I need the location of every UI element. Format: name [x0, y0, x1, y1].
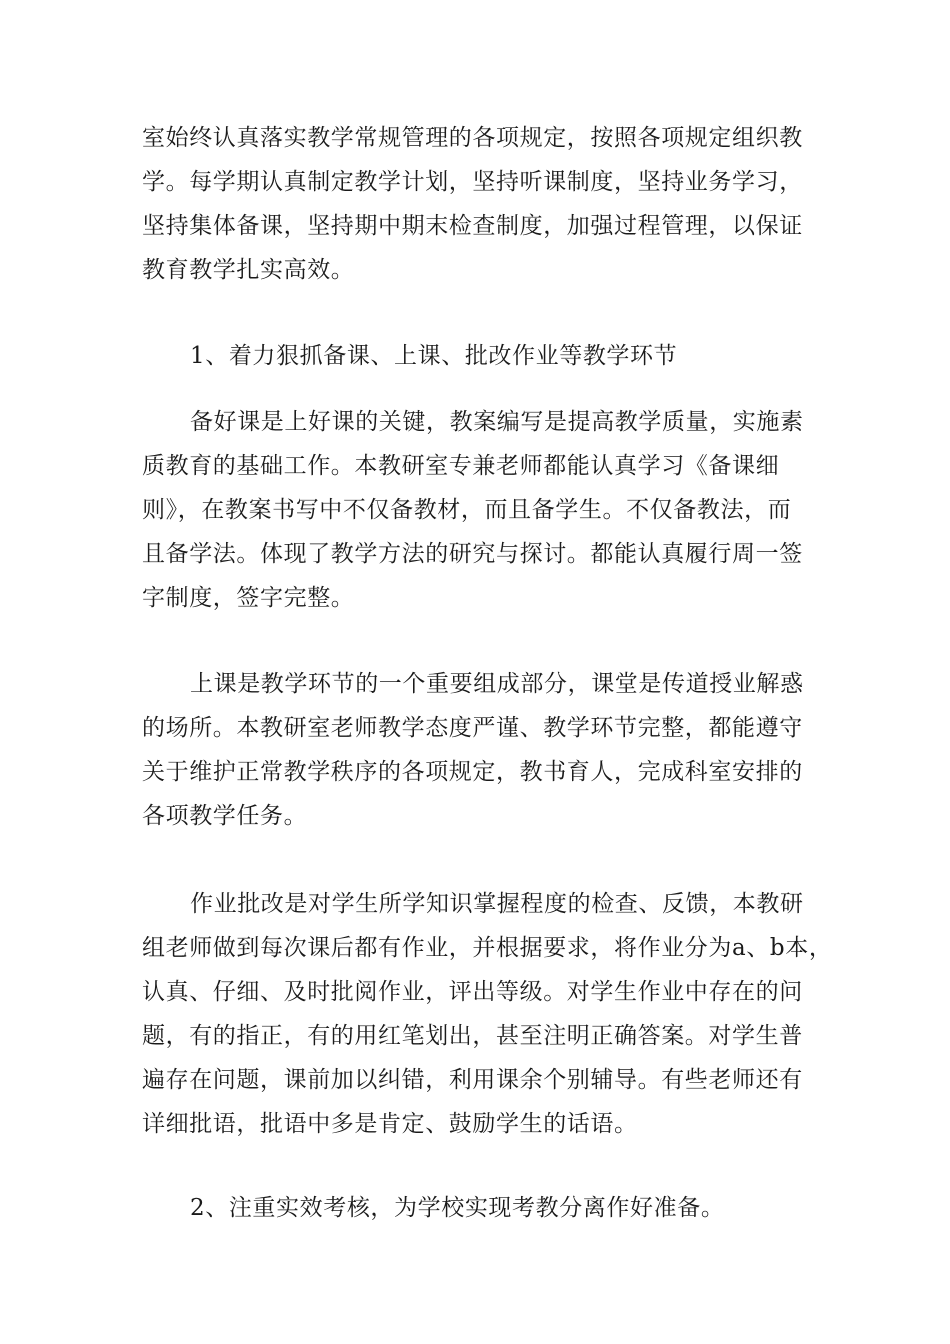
text-line: 上课是教学环节的一个重要组成部分，课堂是传道授业解惑: [190, 671, 804, 697]
text-line: 教育教学扎实高效。: [142, 257, 355, 283]
paragraph-continuation: [142, 116, 814, 292]
heading-text: 2、注重实效考核，为学校实现考教分离作好准备。: [190, 1195, 725, 1221]
text-line: 室始终认真落实教学常规管理的各项规定，按照各项规定组织教: [142, 125, 803, 151]
text-line: 作业批改是对学生所学知识掌握程度的检查、反馈，本教研: [190, 891, 804, 917]
text-line: 则》，在教案书写中不仅备教材，而且备学生。不仅备教法，而: [142, 497, 792, 523]
text-line: 组老师做到每次课后都有作业，并根据要求，将作业分为a、b本，: [142, 935, 833, 961]
text-line: 详细批语，批语中多是肯定、鼓励学生的话语。: [142, 1111, 638, 1137]
text-line: 遍存在问题，课前加以纠错，利用课余个别辅导。有些老师还有: [142, 1067, 803, 1093]
text-line: 坚持集体备课，坚持期中期末检查制度，加强过程管理，以保证: [142, 213, 803, 239]
text-line: 认真、仔细、及时批阅作业，评出等级。对学生作业中存在的问: [142, 979, 803, 1005]
paragraph-homework: [142, 882, 833, 1146]
text-line: 各项教学任务。: [142, 803, 308, 829]
section-heading-2: [142, 1186, 814, 1230]
text-line: 学。每学期认真制定教学计划，坚持听课制度，坚持业务学习，: [142, 169, 803, 195]
text-line: 质教育的基础工作。本教研室专兼老师都能认真学习《备课细: [142, 453, 780, 479]
text-line: 关于维护正常教学秩序的各项规定，教书育人，完成科室安排的: [142, 759, 803, 785]
text-line: 题，有的指正，有的用红笔划出，甚至注明正确答案。对学生普: [142, 1023, 803, 1049]
paragraph-classroom: [142, 662, 814, 838]
paragraph-lesson-prep: [142, 400, 814, 620]
text-line: 且备学法。体现了教学方法的研究与探讨。都能认真履行周一签: [142, 541, 803, 567]
heading-text: 1、着力狠抓备课、上课、批改作业等教学环节: [190, 343, 678, 369]
section-heading-1: [142, 334, 814, 378]
text-line: 字制度，签字完整。: [142, 585, 355, 611]
text-line: 的场所。本教研室老师教学态度严谨、教学环节完整，都能遵守: [142, 715, 803, 741]
text-line: 备好课是上好课的关键，教案编写是提高教学质量，实施素: [190, 409, 804, 435]
